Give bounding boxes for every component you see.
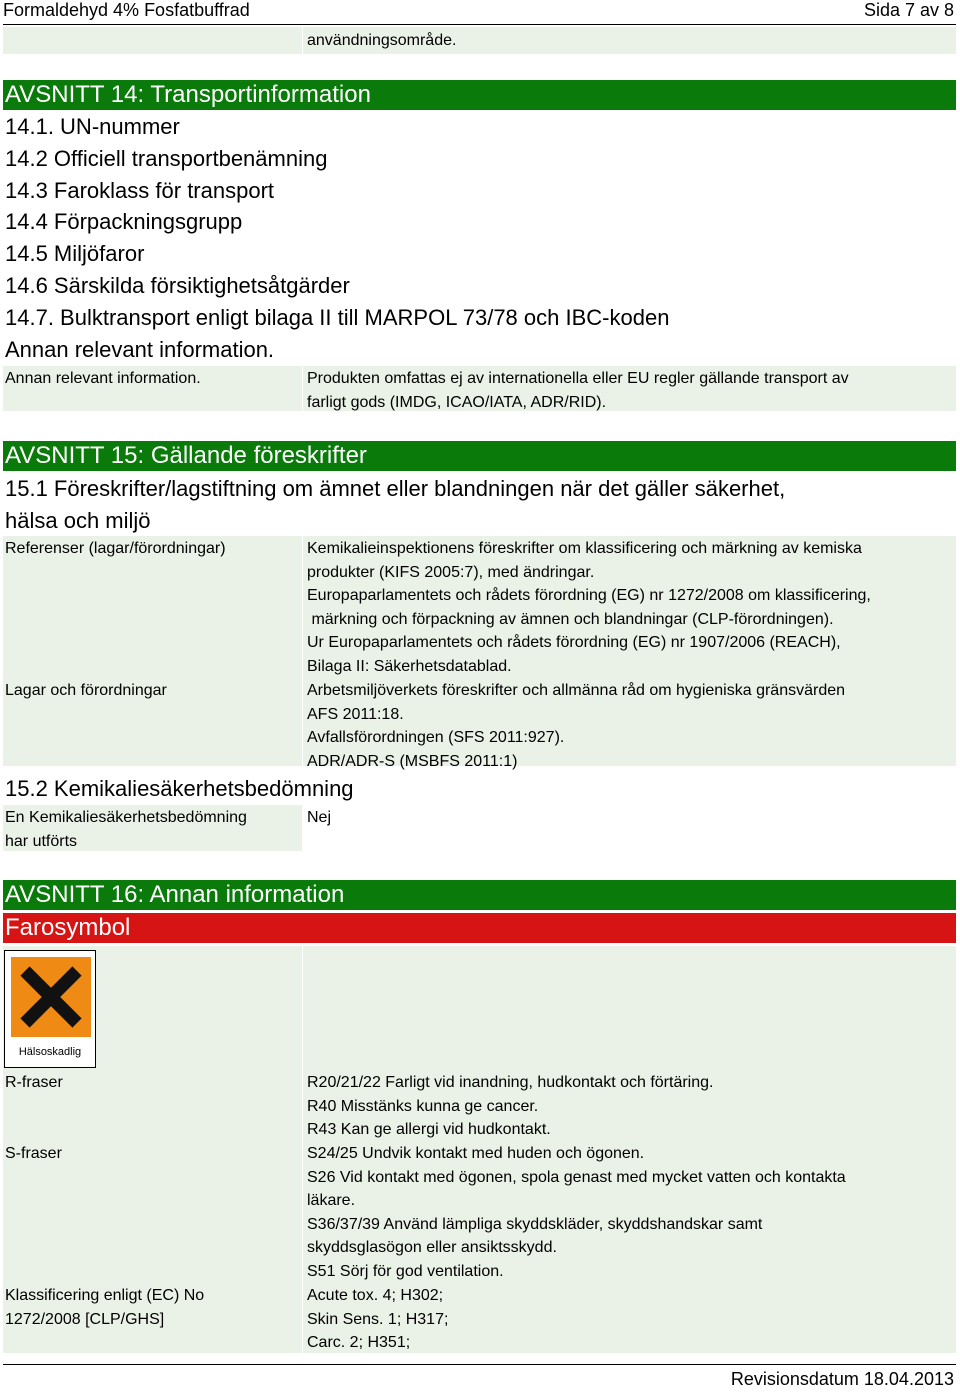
text-line: produkter (KIFS 2005:7), med ändringar.: [307, 563, 595, 581]
text-line: läkare.: [307, 1192, 356, 1209]
text-line: ADR/ADR-S (MSBFS 2011:1): [307, 752, 518, 770]
text-line: Avfallsförordningen (SFS 2011:927).: [307, 729, 565, 746]
harmful-x-icon: [11, 957, 91, 1037]
section-16-heading: AVSNITT 16: Annan information: [3, 880, 956, 910]
item-14-5: 14.5 Miljöfaror: [5, 241, 145, 266]
page-number: Sida 7 av 8: [863, 0, 954, 20]
text-line: farligt gods (IMDG, ICAO/IATA, ADR/RID).: [307, 393, 607, 411]
section-15-heading: AVSNITT 15: Gällande föreskrifter: [3, 441, 956, 471]
item-14-7: 14.7. Bulktransport enligt bilaga II till MARPOL 73/78 och IBC-koden: [5, 305, 670, 330]
clp-classification-value: [307, 1284, 448, 1355]
text-line: Arbetsmiljöverkets föreskrifter och allmänna råd om hygieniska gränsvärden: [307, 682, 846, 699]
text-line: Skin Sens. 1; H317;: [307, 1310, 449, 1328]
subsection-15-1-title-line2: hälsa och miljö: [5, 508, 151, 533]
text-line: Carc. 2; H351;: [307, 1334, 411, 1351]
regulations-label-cell: [3, 536, 302, 766]
subsection-15-1-title-line1: 15.1 Föreskrifter/lagstiftning om ämnet eller blandningen när det gäller säkerhet,: [5, 476, 786, 501]
text-line: En Kemikaliesäkerhetsbedömning: [5, 809, 247, 826]
clp-classification-label: [5, 1284, 204, 1331]
text-line: Ur Europaparlamentets och rådets förordning (EG) nr 1907/2006 (REACH),: [307, 634, 841, 651]
section-14-heading: AVSNITT 14: Transportinformation: [3, 80, 956, 110]
text-line: Acute tox. 4; H302;: [307, 1287, 444, 1304]
item-14-4: 14.4 Förpackningsgrupp: [5, 209, 243, 234]
header-divider: [3, 24, 956, 25]
text-line: S24/25 Undvik kontakt med huden och ögonen.: [307, 1145, 645, 1162]
text-line: Klassificering enligt (EC) No: [5, 1287, 205, 1304]
references-label: Referenser (lagar/förordningar): [5, 540, 226, 557]
item-14-2: 14.2 Officiell transportbenämning: [5, 146, 328, 171]
hazard-symbol-right-cell: [303, 946, 956, 1070]
revision-date: Revisionsdatum 18.04.2013: [730, 1369, 954, 1389]
text-line: Produkten omfattas ej av internationella eller EU regler gällande transport av: [307, 370, 849, 387]
text-line: R40 Misstänks kunna ge cancer.: [307, 1097, 539, 1115]
csa-value: Nej: [307, 809, 332, 826]
r-phrases-label: R-fraser: [5, 1074, 63, 1091]
text-line: S36/37/39 Använd lämpliga skyddskläder, skyddshandskar samt: [307, 1215, 763, 1233]
top-row-label-cell: [3, 27, 302, 54]
text-line: Bilaga II: Säkerhetsdatablad.: [307, 657, 512, 675]
text-line: skyddsglasögon eller ansiktsskydd.: [307, 1239, 557, 1256]
farosymbol-heading: Farosymbol: [3, 913, 956, 943]
transport-info-label: Annan relevant information.: [5, 370, 201, 387]
text-line: S26 Vid kontakt med ögonen, spola genast med mycket vatten och kontakta: [307, 1168, 846, 1186]
s-phrases-label: S-fraser: [5, 1145, 62, 1162]
text-line: märkning och förpackning av ämnen och blandningar (CLP-förordningen).: [307, 610, 834, 628]
subsection-15-2-title: 15.2 Kemikaliesäkerhetsbedömning: [5, 776, 354, 801]
r-phrases-value: [307, 1071, 713, 1142]
item-14-6: 14.6 Särskilda försiktighetsåtgärder: [5, 273, 350, 298]
s-phrases-value: [307, 1142, 846, 1283]
text-line: S51 Sörj för god ventilation.: [307, 1262, 504, 1280]
item-14-other: Annan relevant information.: [5, 337, 275, 362]
text-line: R20/21/22 Farligt vid inandning, hudkontakt och förtäring.: [307, 1074, 714, 1091]
references-value: [307, 537, 871, 678]
footer-divider: [3, 1364, 956, 1365]
csa-value-cell: [303, 805, 956, 851]
text-line: Europaparlamentets och rådets förordning (EG) nr 1272/2008 om klassificering,: [307, 587, 871, 604]
item-14-3: 14.3 Faroklass för transport: [5, 178, 275, 203]
document-title: Formaldehyd 4% Fosfatbuffrad: [3, 0, 250, 20]
hazard-symbol: [4, 950, 96, 1068]
transport-info-value: [307, 367, 849, 414]
text-line: R43 Kan ge allergi vid hudkontakt.: [307, 1121, 551, 1138]
csa-label: [5, 806, 247, 853]
laws-label: Lagar och förordningar: [5, 682, 167, 699]
text-line: har utförts: [5, 832, 78, 850]
top-row-value: användningsområde.: [307, 32, 457, 49]
text-line: AFS 2011:18.: [307, 705, 404, 723]
laws-value: [307, 679, 845, 773]
item-14-1: 14.1. UN-nummer: [5, 114, 180, 139]
text-line: Kemikalieinspektionens föreskrifter om klassificering och märkning av kemiska: [307, 540, 862, 557]
hazard-caption: Hälsoskadlig: [18, 1046, 82, 1058]
text-line: 1272/2008 [CLP/GHS]: [5, 1310, 165, 1328]
